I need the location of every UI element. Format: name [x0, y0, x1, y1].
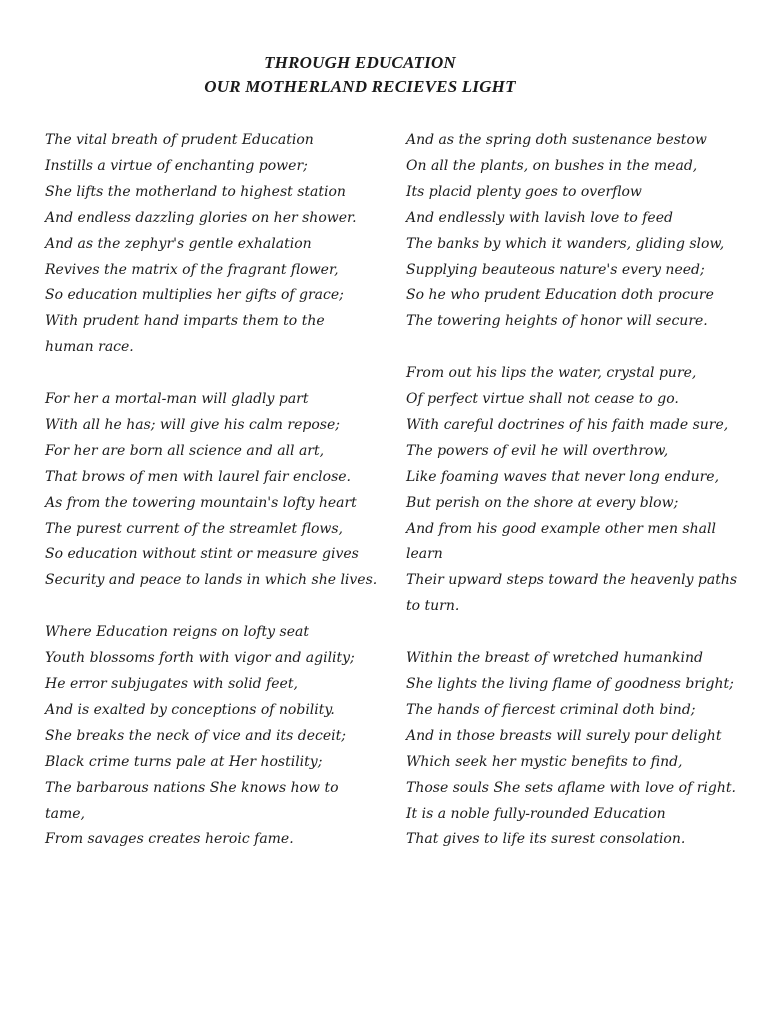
poem-line: learn — [406, 546, 443, 563]
poem-line: The hands of fiercest criminal doth bind; — [406, 701, 696, 718]
right-stanza-3 — [406, 646, 736, 853]
poem-line: And as the spring doth sustenance bestow — [406, 132, 707, 148]
poem-line: The towering heights of honor will secure. — [406, 313, 708, 330]
poem-line: The powers of evil he will overthrow, — [406, 442, 669, 459]
poem-line: And in those breasts will surely pour delight — [406, 727, 722, 744]
poem-line: With all he has; will give his calm repose; — [45, 416, 340, 433]
poem-line: Youth blossoms forth with vigor and agility; — [45, 650, 355, 667]
poem-line: Its placid plenty goes to overflow — [406, 183, 642, 200]
poem-line: So he who prudent Education doth procure — [406, 287, 714, 304]
poem-line: Of perfect virtue shall not cease to go. — [406, 391, 679, 408]
poem-line: She breaks the neck of vice and its deceit; — [45, 727, 346, 744]
poem-line: On all the plants, on bushes in the mead, — [406, 157, 698, 174]
poem-line: From savages creates heroic fame. — [45, 831, 294, 848]
poem-line: And as the zephyr's gentle exhalation — [45, 235, 312, 252]
left-stanza-3 — [45, 620, 375, 853]
poem-line: That brows of men with laurel fair enclose. — [45, 468, 351, 485]
poem-line: As from the towering mountain's lofty heart — [45, 494, 357, 511]
right-stanza-2 — [406, 361, 736, 620]
poem-line: Which seek her mystic benefits to find, — [406, 753, 683, 770]
poem-line: So education multiplies her gifts of grace; — [45, 287, 344, 304]
poem-line: And endless dazzling glories on her shower. — [45, 209, 357, 226]
poem-line: Those souls She sets aflame with love of right. — [406, 779, 736, 796]
poem-line: The purest current of the streamlet flows, — [45, 520, 343, 537]
right-column — [406, 128, 736, 879]
poem-line: human race. — [45, 339, 134, 356]
poem-line: For her are born all science and all art, — [45, 442, 325, 459]
poem-line: Their upward steps toward the heavenly paths — [406, 572, 738, 589]
poem-line: Security and peace to lands in which she lives. — [45, 572, 378, 589]
poem-line: With prudent hand imparts them to the — [45, 313, 325, 330]
poem-line: And is exalted by conceptions of nobility. — [45, 701, 335, 718]
poem-line: She lifts the motherland to highest station — [45, 183, 346, 200]
poem-line: Where Education reigns on lofty seat — [45, 624, 309, 641]
poem-line: He error subjugates with solid feet, — [45, 676, 298, 692]
poem-line: Revives the matrix of the fragrant flower, — [45, 261, 339, 278]
right-stanza-1 — [406, 128, 736, 335]
title-line-1: THROUGH EDUCATION — [264, 53, 456, 72]
poem-line: She lights the living flame of goodness bright; — [406, 676, 734, 692]
poem-title — [0, 51, 720, 99]
poem-line: That gives to life its surest consolation. — [406, 831, 686, 848]
poem-line: With careful doctrines of his faith made sure, — [406, 416, 729, 433]
left-stanza-2 — [45, 387, 378, 594]
poem-line: The vital breath of prudent Education — [45, 132, 314, 148]
poem-line: tame, — [45, 805, 85, 822]
title-line-2: OUR MOTHERLAND RECIEVES LIGHT — [204, 77, 516, 96]
poem-line: Instills a virtue of enchanting power; — [45, 157, 308, 174]
poem-line: And from his good example other men shall — [406, 520, 716, 537]
poem-line: The barbarous nations She knows how to — [45, 779, 339, 796]
poem-line: And endlessly with lavish love to feed — [406, 209, 673, 226]
poem-line: to turn. — [406, 598, 460, 615]
poem-line: It is a noble fully-rounded Education — [406, 805, 666, 822]
poem-line: Black crime turns pale at Her hostility; — [45, 753, 323, 770]
left-column — [45, 128, 378, 879]
poem-line: The banks by which it wanders, gliding slow, — [406, 235, 725, 252]
left-stanza-1 — [45, 128, 375, 361]
poem-line: Within the breast of wretched humankind — [406, 650, 703, 667]
poem-line: From out his lips the water, crystal pure, — [406, 365, 697, 382]
poem-line: But perish on the shore at every blow; — [406, 494, 679, 511]
poem-line: Like foaming waves that never long endure, — [406, 468, 720, 485]
poem-line: For her a mortal-man will gladly part — [45, 391, 309, 408]
poem-line: So education without stint or measure gives — [45, 546, 359, 563]
poem-line: Supplying beauteous nature's every need; — [406, 261, 705, 278]
